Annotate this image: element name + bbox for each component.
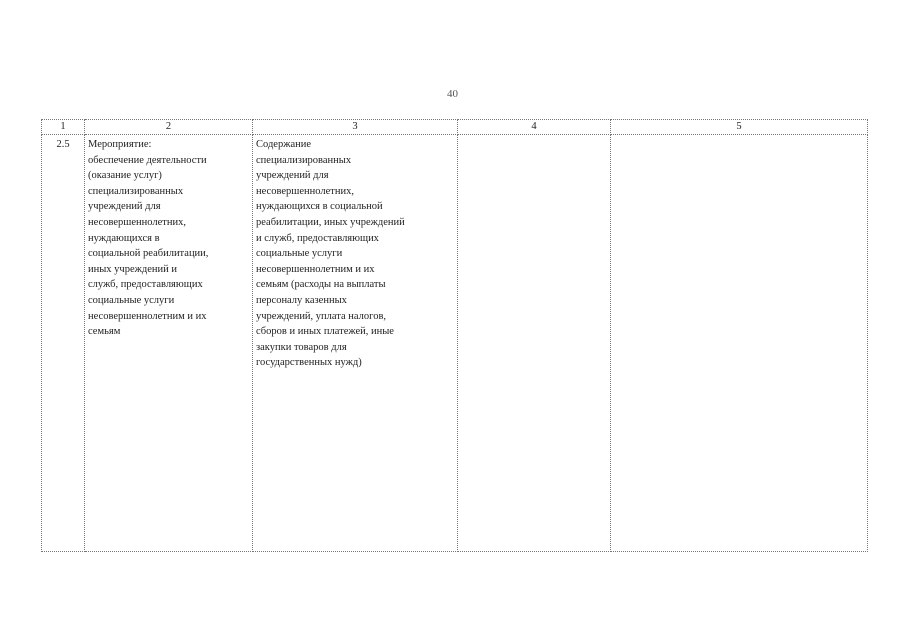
activity-description-cell: [85, 135, 253, 552]
content-text-line: специализированных: [256, 154, 352, 166]
activity-text-line: нуждающихся в: [88, 232, 160, 244]
content-text-line: и служб, предоставляющих: [256, 232, 379, 244]
content-text-line: несовершеннолетним и их: [256, 263, 375, 275]
content-text-line: семьям (расходы на выплаты: [256, 279, 386, 291]
content-text-line: учреждений, уплата налогов,: [256, 310, 387, 322]
empty-cell-col-4: [458, 135, 611, 552]
header-col-3: 3: [253, 120, 458, 135]
activity-text-line: (оказание услуг): [88, 170, 162, 182]
table-row: [42, 135, 868, 552]
content-text-line: закупки товаров для: [256, 341, 347, 353]
content-text-line: учреждений для: [256, 170, 329, 182]
header-col-2: 2: [85, 120, 253, 135]
content-description-cell: [253, 135, 458, 552]
header-col-4: 4: [458, 120, 611, 135]
empty-cell-col-5: [611, 135, 868, 552]
header-col-5: 5: [611, 120, 868, 135]
activity-text-line: учреждений для: [88, 201, 161, 213]
content-text-line: социальные услуги: [256, 248, 343, 260]
activity-text-line: иных учреждений и: [88, 263, 177, 275]
activity-text-line: социальные услуги: [88, 294, 175, 306]
content-text-line: государственных нужд): [256, 357, 362, 369]
activity-text-line: Мероприятие:: [88, 139, 152, 150]
row-number: 2.5: [42, 135, 85, 552]
activity-text-line: социальной реабилитации,: [88, 248, 209, 260]
page-number: 40: [447, 88, 458, 100]
document-table: [41, 119, 868, 552]
activity-text-line: семьям: [88, 326, 121, 338]
activity-text-line: специализированных: [88, 185, 184, 197]
content-text-line: нуждающихся в социальной: [256, 201, 383, 213]
content-text-line: реабилитации, иных учреждений: [256, 216, 405, 228]
content-text-line: сборов и иных платежей, иные: [256, 326, 394, 338]
table-header-row: [42, 120, 868, 135]
content-text-line: персоналу казенных: [256, 294, 347, 306]
activity-text-line: несовершеннолетних,: [88, 216, 186, 228]
activity-text-line: обеспечение деятельности: [88, 154, 207, 166]
activity-text-line: служб, предоставляющих: [88, 279, 203, 291]
activity-text-line: несовершеннолетним и их: [88, 310, 207, 322]
content-text-line: Содержание: [256, 139, 312, 150]
content-text-line: несовершеннолетних,: [256, 185, 354, 197]
header-col-1: 1: [42, 120, 85, 135]
